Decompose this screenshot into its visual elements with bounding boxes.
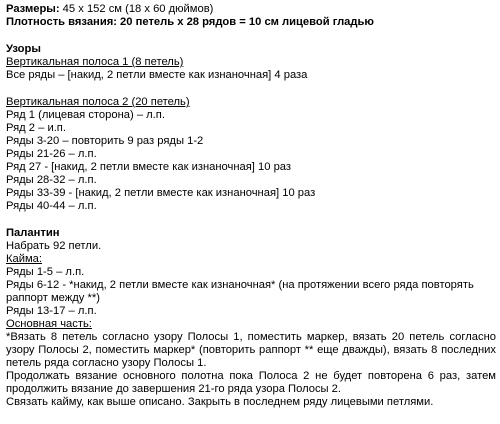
- spacer: [6, 82, 496, 96]
- stripe2-row: Ряды 33-39 - [накид, 2 петли вместе как изнаночная] 10 раз: [6, 187, 316, 199]
- main-part-label: Основная часть:: [6, 318, 92, 330]
- border-row: раппорт между **): [6, 292, 100, 304]
- stripe2-row: Ряд 2 – и.п.: [6, 122, 66, 134]
- border-row: Ряды 1-5 – л.п.: [6, 266, 85, 278]
- gauge-value: 20 петель х 28 рядов = 10 см лицевой гладью: [116, 16, 374, 28]
- cast-on-line: Набрать 92 петли.: [6, 240, 102, 252]
- stripe2-row: Ряды 28-32 – л.п.: [6, 174, 97, 186]
- border-row: Ряды 6-12 - *накид, 2 петли вместе как изнаночная* (на протяжении всего ряда повторять: [6, 279, 474, 291]
- main-paragraph: *Вязать 8 петель согласно узору Полосы 1, поместить маркер, вязать 20 петель согласно узору Полосы 2, поместить маркер* (повторить раппорт ** еще дважды), вязать 8 последних петель ряда согласно узору Полосы 1.: [6, 331, 496, 369]
- document: [6, 3, 496, 409]
- stripe1-row: Все ряды – [накид, 2 петли вместе как изнаночная] 4 раза: [6, 69, 308, 81]
- gauge-line: [6, 16, 496, 29]
- sizes-label: Размеры:: [6, 3, 60, 15]
- stripe2-row: Ряд 27 - [накид, 2 петли вместе как изнаночная] 10 раз: [6, 161, 292, 173]
- main-paragraph: Связать кайму, как выше описано. Закрыть в последнем ряду лицевыми петлями.: [6, 396, 434, 408]
- scarf-heading: Палантин: [6, 227, 60, 239]
- patterns-heading: Узоры: [6, 43, 41, 55]
- gauge-label: Плотность вязания:: [6, 16, 117, 28]
- border-row: Ряды 13-17 – л.п.: [6, 305, 97, 317]
- sizes-value: 45 х 152 см (18 х 60 дюймов): [59, 3, 214, 15]
- main-paragraph: Продолжать вязание основного полотна пока Полоса 2 не будет повторена 6 раз, затем продолжить вязание до завершения 21-го ряда узора Полосы 2.: [6, 370, 496, 395]
- spacer: [6, 213, 496, 227]
- stripe2-row: Ряды 40-44 – л.п.: [6, 200, 97, 212]
- spacer: [6, 29, 496, 43]
- stripe2-row: Ряд 1 (лицевая сторона) – л.п.: [6, 109, 165, 121]
- sizes-line: [6, 3, 496, 16]
- stripe1-title: Вертикальная полоса 1 (8 петель): [6, 56, 184, 68]
- stripe2-title: Вертикальная полоса 2 (20 петель): [6, 96, 190, 108]
- stripe2-row: Ряды 3-20 – повторить 9 раз ряды 1-2: [6, 135, 204, 147]
- stripe2-row: Ряды 21-26 – л.п.: [6, 148, 97, 160]
- border-label: Кайма:: [6, 253, 43, 265]
